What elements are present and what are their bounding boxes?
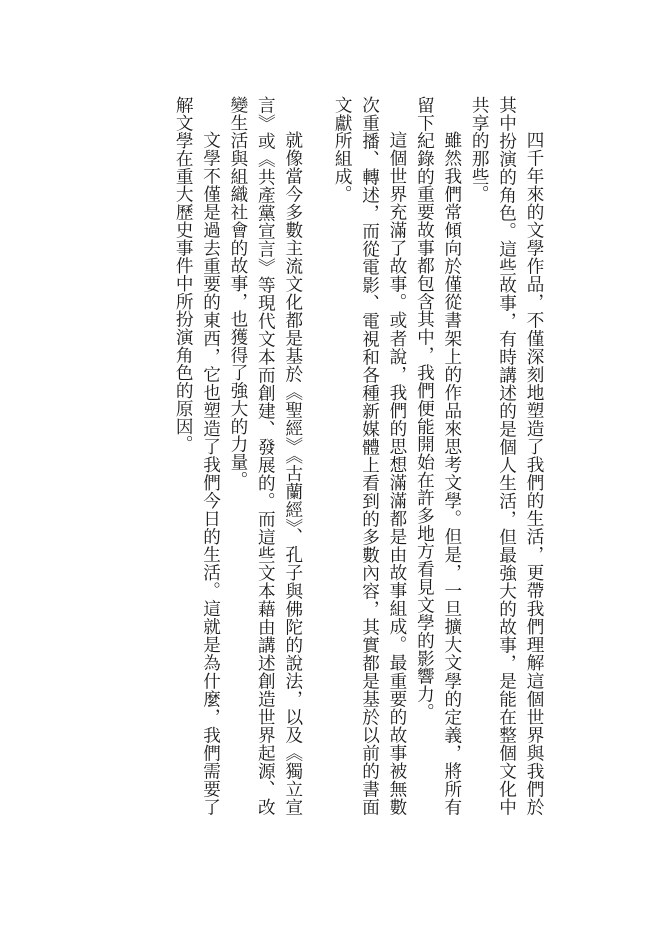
attribution (0, 96, 159, 816)
paragraph-2: 雖然我們常傾向於僅從書架上的作品來思考文學。但是，一旦擴大文學的定義，將所有留下紀錄的重要故事都包含其中，我們便能開始在許多地方看見文學的影響力。 (414, 96, 462, 816)
paragraph-4: 就像當今多數主流文化都是基於《聖經》《古蘭經》、孔子與佛陀的說法，以及《獨立宣言》或《共產黨宣言》等現代文本而創建、發展的。而這些文本藉由講述創造世界起源、改變生活與組織社會的故事，也獲得了強大的力量。 (227, 96, 303, 816)
vertical-text-block (107, 96, 547, 816)
paragraph-1: 四千年來的文學作品，不僅深刻地塑造了我們的生活，更帶我們理解這個世界與我們於其中扮演的角色。這些故事，有時講述的是個人生活，但最強大的故事，是能在整個文化中共享的那些。 (469, 96, 544, 816)
paragraph-3: 這個世界充滿了故事。或者說，我們的思想滿滿都是由故事組成。最重要的故事被無數次重播、轉述，而從電影、電視和各種新媒體上看到的多數內容，其實都是基於以前的書面文獻所組成。 (332, 96, 407, 816)
paragraph-5: 文學不僅是過去重要的東西，它也塑造了我們今日的生活。這就是為什麼，我們需要了解文學在重大歷史事件中所扮演角色的原因。 (173, 96, 221, 816)
